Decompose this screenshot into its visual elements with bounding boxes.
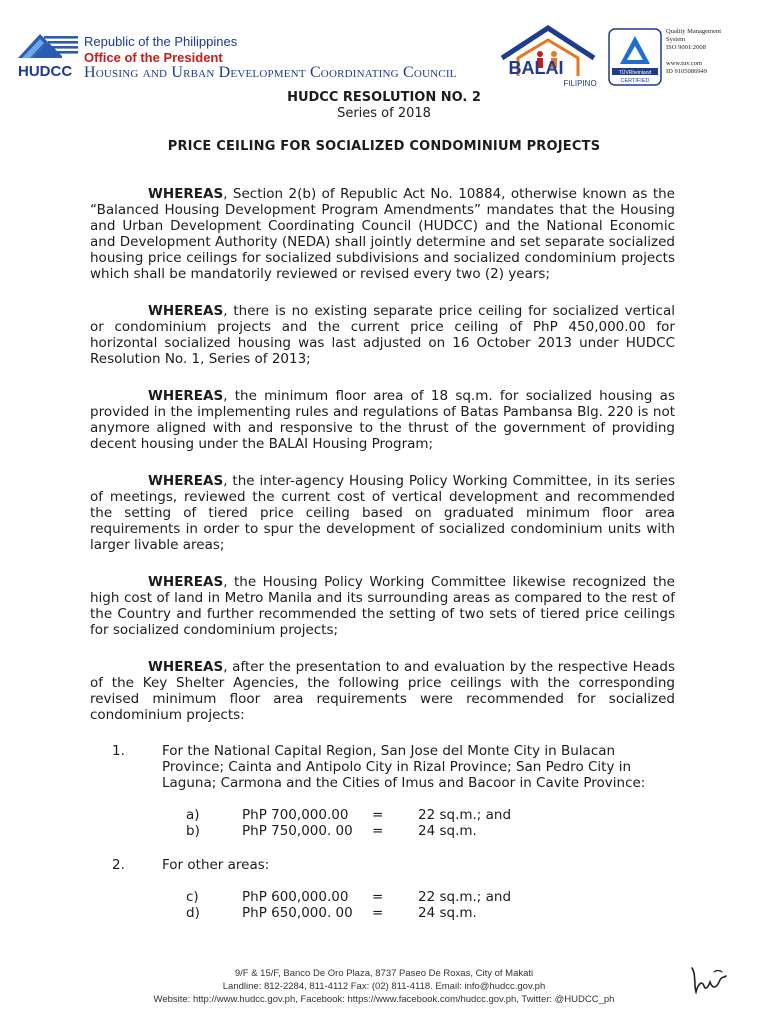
whereas-paragraph <box>90 473 675 553</box>
balai-text: BALAI <box>508 58 564 78</box>
paragraph-text: , the minimum floor area of 18 sq.m. for socialized housing as provided in the implementing rules and regulations of Batas Pambansa Blg. 220 is not anymore aligned with and responsive to the thrust of the government of providing decent housing under the BALAI Housing Program; <box>90 388 675 452</box>
list-number: 2. <box>112 857 125 873</box>
price-row <box>186 823 675 839</box>
cert-line: System <box>666 36 686 43</box>
price-table <box>186 807 675 839</box>
price-letter: d) <box>186 905 200 921</box>
resolution-series: Series of 2018 <box>337 106 431 121</box>
paragraph-text: , the Housing Policy Working Committee likewise recognized the high cost of land in Metro Manila and its surrounding areas as compared to the rest of the Country and further recommended the setting of two sets of tiered price ceilings for socialized condominium projects; <box>90 574 675 638</box>
price-equals: = <box>372 889 384 905</box>
price-area: 24 sq.m. <box>418 905 477 921</box>
price-amount: PhP 650,000. 00 <box>242 905 353 921</box>
whereas-lead: WHEREAS <box>148 388 224 404</box>
price-amount: PhP 700,000.00 <box>242 807 349 823</box>
list-item-text: For other areas: <box>162 857 270 873</box>
tuv-certification-badge <box>608 28 662 86</box>
price-area: 22 sq.m.; and <box>418 807 512 823</box>
cert-line: www.tuv.com <box>666 60 702 67</box>
price-letter: c) <box>186 889 199 905</box>
document-body <box>90 186 675 939</box>
cert-line: Quality Management <box>666 28 722 35</box>
whereas-paragraph <box>90 388 675 452</box>
balai-logo <box>496 24 600 88</box>
price-equals: = <box>372 807 384 823</box>
whereas-paragraph <box>90 303 675 367</box>
list-number: 1. <box>112 743 125 759</box>
price-row <box>186 807 675 823</box>
whereas-lead: WHEREAS <box>148 659 224 675</box>
whereas-lead: WHEREAS <box>148 574 224 590</box>
council-name: Housing and Urban Development Coordinating Council <box>84 64 457 81</box>
cert-spacer <box>666 52 766 60</box>
price-row <box>186 905 675 921</box>
paragraph-text: , Section 2(b) of Republic Act No. 10884, otherwise known as the “Balanced Housing Development Program Amendments” mandates that the Housing and Urban Development Coordinating Council (HUDCC) and the National Economic and Development Authority (NEDA) shall jointly determine and set separate socialized housing price ceilings for socialized subdivisions and socialized condominium projects which shall be mandatorily reviewed or revised every two (2) years; <box>90 186 675 282</box>
paragraph-text: , after the presentation to and evaluation by the respective Heads of the Key Shelter Agencies, the following price ceilings with the corresponding revised minimum floor area requirements were recommended for socialized condominium projects: <box>90 659 675 723</box>
paragraph-text: , the inter-agency Housing Policy Working Committee, in its series of meetings, reviewed the current cost of vertical development and recommended the setting of tiered price ceiling based on graduated minimum floor area requirements in order to spur the development of socialized condominium units with larger livable areas; <box>90 473 675 553</box>
price-letter: b) <box>186 823 200 839</box>
footer-web: Website: http://www.hudcc.gov.ph, Facebook: https://www.facebook.com/hudcc.gov.ph, Twitter: @HUDCC_ph <box>153 994 615 1005</box>
price-area: 24 sq.m. <box>418 823 477 839</box>
cert-line: ID 9105086949 <box>666 68 707 75</box>
republic-text: Republic of the Philippines <box>84 34 238 49</box>
resolution-number: HUDCC RESOLUTION NO. 2 <box>287 90 481 105</box>
footer-contact: Landline: 812-2284, 811-4112 Fax: (02) 811-4118. Email: info@hudcc.gov.ph <box>222 981 546 992</box>
whereas-lead: WHEREAS <box>148 303 224 319</box>
whereas-lead: WHEREAS <box>148 473 224 489</box>
footer-address: 9/F & 15/F, Banco De Oro Plaza, 8737 Paseo De Roxas, City of Makati <box>234 968 534 979</box>
price-table <box>186 889 675 921</box>
cert-line: ISO 9001:2008 <box>666 44 706 51</box>
tuv-label: TÜVRheinland <box>618 69 652 76</box>
office-text: Office of the President <box>84 50 223 65</box>
price-amount: PhP 600,000.00 <box>242 889 349 905</box>
list-item <box>90 743 675 839</box>
tuv-certified: CERTIFIED <box>620 78 650 84</box>
paragraph-text: , there is no existing separate price ceiling for socialized vertical or condominium projects and the current price ceiling of PhP 450,000.00 for horizontal socialized housing was last adjusted on 16 October 2013 under HUDCC Resolution No. 1, Series of 2013; <box>90 303 675 367</box>
price-ceiling-list <box>90 743 675 921</box>
whereas-paragraph <box>90 659 675 723</box>
price-area: 22 sq.m.; and <box>418 889 512 905</box>
hudcc-logo <box>18 28 78 68</box>
hudcc-acronym-visible: HUDCC <box>18 63 73 80</box>
price-letter: a) <box>186 807 200 823</box>
whereas-lead: WHEREAS <box>148 186 224 202</box>
certification-info <box>666 28 766 76</box>
initials-signature <box>686 964 730 996</box>
document-title: PRICE CEILING FOR SOCIALIZED CONDOMINIUM PROJECTS <box>167 139 601 154</box>
price-amount: PhP 750,000. 00 <box>242 823 353 839</box>
whereas-paragraph <box>90 186 675 282</box>
list-item-text: For the National Capital Region, San Jose del Monte City in Bulacan Province; Cainta and Antipolo City in Rizal Province; San Pedro City in Laguna; Carmona and the Cities of Imus and Bacoor in Cavite Province: <box>162 743 646 791</box>
balai-sub-text: FILIPINO <box>563 79 597 88</box>
list-item <box>90 857 675 921</box>
price-row <box>186 889 675 905</box>
price-equals: = <box>372 905 384 921</box>
price-equals: = <box>372 823 384 839</box>
whereas-paragraph <box>90 574 675 638</box>
